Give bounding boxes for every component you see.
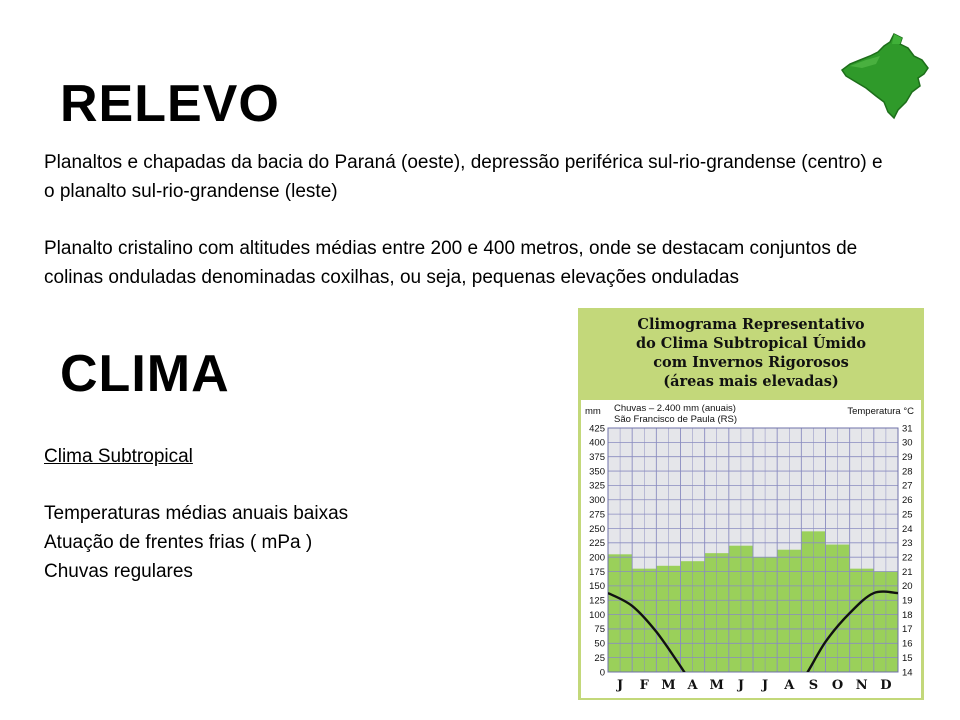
clima-line-1: Temperaturas médias anuais baixas (44, 503, 349, 524)
y-left-tick-375: 375 (589, 452, 605, 464)
relevo-paragraph-2: Planalto cristalino com altitudes médias entre 200 e 400 metros, onde se destacam conjuntos de colinas onduladas denominadas coxilhas, ou seja, pequenas elevações onduladas (44, 238, 858, 288)
month-label-8: A (784, 678, 795, 693)
chart-title-line-2: do Clima Subtropical Úmido (635, 335, 867, 352)
month-label-12: D (880, 678, 892, 693)
y-left-tick-75: 75 (594, 624, 605, 636)
month-label-7: J (762, 678, 769, 693)
y-left-tick-400: 400 (589, 437, 605, 449)
relevo-title: RELEVO (60, 75, 280, 133)
chart-subtitle-line-2: São Francisco de Paula (RS) (614, 414, 738, 425)
y-left-tick-275: 275 (589, 509, 605, 521)
y-left-tick-250: 250 (589, 523, 605, 535)
y-right-tick-24: 24 (902, 523, 913, 535)
y-right-tick-15: 15 (902, 652, 913, 664)
y-right-tick-29: 29 (902, 452, 913, 464)
climograma-chart (578, 308, 924, 700)
clima-subtitle: Clima Subtropical (44, 446, 193, 467)
y-right-tick-30: 30 (902, 437, 913, 449)
y-right-tick-28: 28 (902, 466, 913, 478)
clima-title: CLIMA (60, 345, 230, 403)
y-right-tick-18: 18 (902, 609, 913, 621)
y-right-tick-21: 21 (902, 566, 913, 578)
y-right-tick-16: 16 (902, 638, 913, 650)
month-label-11: N (855, 678, 868, 693)
clima-line-2: Atuação de frentes frias ( mPa ) (44, 532, 313, 553)
y-left-tick-350: 350 (589, 466, 605, 478)
month-label-3: M (661, 678, 676, 693)
y-left-tick-0: 0 (599, 667, 605, 679)
month-label-5: M (709, 678, 724, 693)
chart-title-line-3: com Invernos Rigorosos (653, 354, 849, 371)
chart-subtitle-line-1: Chuvas – 2.400 mm (anuais) (614, 403, 736, 414)
clima-line-3: Chuvas regulares (44, 561, 193, 582)
y-left-tick-50: 50 (594, 638, 605, 650)
rio-grande-do-sul-map-icon (836, 30, 936, 120)
y-left-tick-200: 200 (589, 552, 605, 564)
month-label-9: S (808, 678, 819, 693)
y-right-tick-23: 23 (902, 538, 913, 550)
month-label-2: F (639, 678, 649, 693)
y-axis-left-label: mm (585, 406, 601, 417)
y-left-tick-425: 425 (589, 423, 605, 435)
y-left-tick-100: 100 (589, 609, 605, 621)
y-left-tick-150: 150 (589, 581, 605, 593)
y-left-tick-300: 300 (589, 495, 605, 507)
y-right-tick-31: 31 (902, 423, 913, 435)
y-left-tick-325: 325 (589, 480, 605, 492)
month-label-10: O (831, 678, 844, 693)
month-label-1: J (617, 678, 624, 693)
y-left-tick-175: 175 (589, 566, 605, 578)
month-label-4: A (687, 678, 698, 693)
y-right-tick-25: 25 (902, 509, 913, 521)
y-right-tick-20: 20 (902, 581, 913, 593)
chart-title-line-4: (áreas mais elevadas) (663, 373, 839, 390)
y-right-tick-27: 27 (902, 480, 913, 492)
y-axis-right-label: Temperatura °C (847, 406, 914, 417)
y-right-tick-22: 22 (902, 552, 913, 564)
y-left-tick-125: 125 (589, 595, 605, 607)
chart-title-line-1: Climograma Representativo (637, 316, 865, 333)
month-label-6: J (737, 678, 744, 693)
y-left-tick-25: 25 (594, 652, 605, 664)
y-right-tick-26: 26 (902, 495, 913, 507)
y-right-tick-19: 19 (902, 595, 913, 607)
y-right-tick-17: 17 (902, 624, 913, 636)
relevo-paragraph-1: Planaltos e chapadas da bacia do Paraná (oeste), depressão periférica sul-rio-grandense (centro) e o planalto sul-rio-grandense (leste) (44, 152, 883, 202)
y-right-tick-14: 14 (902, 667, 913, 679)
y-left-tick-225: 225 (589, 538, 605, 550)
